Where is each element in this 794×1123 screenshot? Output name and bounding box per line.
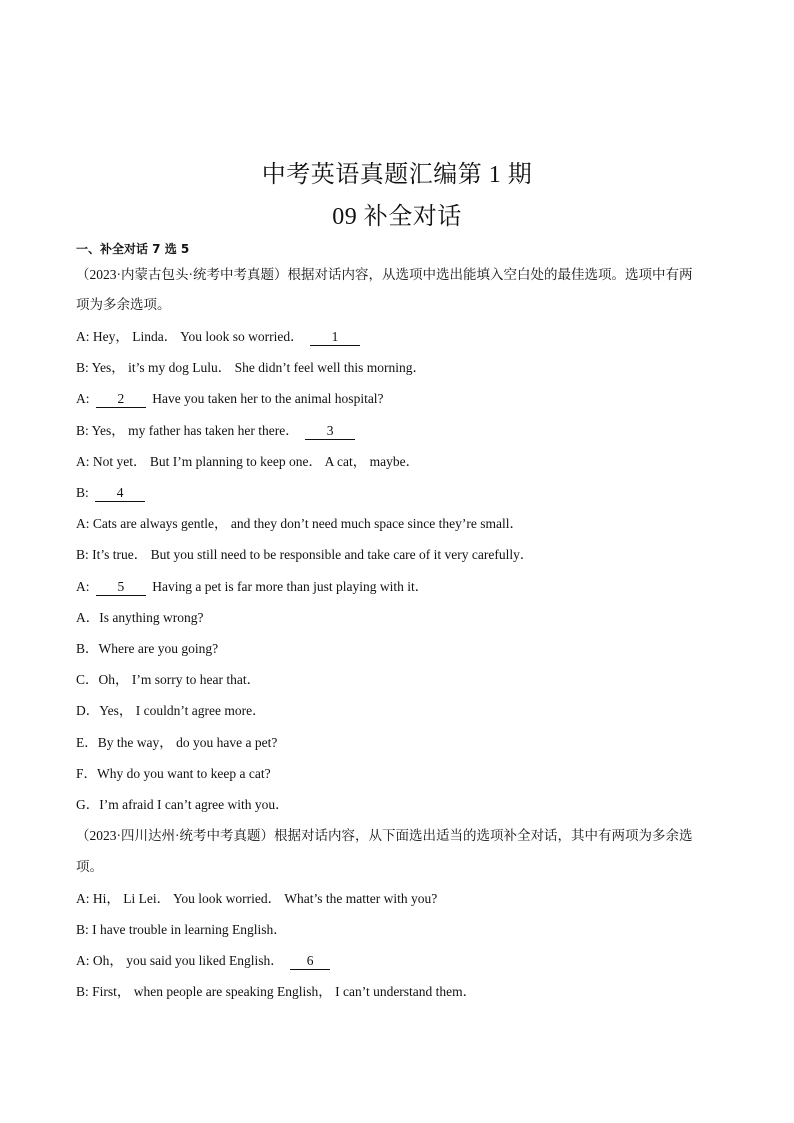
dialogue-text: A: Cats are always gentle， and they don’t need much space since they’re small． [76, 516, 523, 531]
answer-blank-2[interactable]: 2 [96, 391, 146, 408]
speaker-label: A: [76, 391, 90, 406]
dialogue-line [76, 951, 720, 971]
dialogue-line [76, 421, 720, 441]
question-1-intro-line-1: （2023·内蒙古包头·统考中考真题）根据对话内容，从选项中选出能填入空白处的最佳选项。选项中有两 [76, 267, 693, 282]
dialogue-text: B: First， when people are speaking English， I can’t understand them． [76, 984, 477, 999]
dialogue-line [76, 452, 720, 472]
dialogue-text: Having a pet is far more than just playing with it． [152, 579, 429, 594]
question-2-intro-line-2: 项。 [76, 859, 103, 874]
answer-blank-6[interactable]: 6 [290, 953, 330, 970]
dialogue-text: B: It’s true． But you still need to be responsible and take care of it very carefully． [76, 547, 534, 562]
question-2-intro-line-1: （2023·四川达州·统考中考真题）根据对话内容，从下面选出适当的选项补全对话，其中有两项为多余选 [76, 828, 693, 843]
option-c: C．Oh， I’m sorry to hear that． [76, 672, 261, 687]
speaker-label: B: [76, 485, 89, 500]
option-b: B．Where are you going? [76, 641, 219, 656]
dialogue-line [76, 483, 720, 503]
speaker-label: A: [76, 579, 90, 594]
dialogue-text: A: Oh， you said you liked English． [76, 953, 284, 968]
dialogue-line [76, 358, 720, 378]
dialogue-text: A: Hi， Li Lei． You look worried． What’s the matter with you? [76, 891, 438, 906]
dialogue-line [76, 577, 720, 597]
dialogue-line [76, 920, 720, 940]
dialogue-text: B: Yes， it’s my dog Lulu． She didn’t feel well this morning． [76, 360, 427, 375]
option-e: E．By the way， do you have a pet? [76, 735, 278, 750]
dialogue-line [76, 889, 720, 909]
answer-blank-1[interactable]: 1 [310, 329, 360, 346]
answer-blank-4[interactable]: 4 [95, 485, 145, 502]
document-subtitle: 09 补全对话 [332, 204, 462, 230]
answer-blank-3[interactable]: 3 [305, 423, 355, 440]
dialogue-line [76, 514, 720, 534]
document-title: 中考英语真题汇编第 1 期 [261, 162, 533, 188]
option-f: F．Why do you want to keep a cat? [76, 766, 271, 781]
section-heading: 一、补全对话 7 选 5 [76, 242, 190, 256]
dialogue-text: B: Yes， my father has taken her there． [76, 423, 299, 438]
dialogue-line [76, 327, 720, 347]
dialogue-text: Have you taken her to the animal hospital? [152, 391, 384, 406]
dialogue-text: A: Hey， Linda． You look so worried． [76, 329, 304, 344]
option-d: D．Yes， I couldn’t agree more． [76, 703, 266, 718]
dialogue-text: A: Not yet． But I’m planning to keep one． A cat， maybe． [76, 454, 420, 469]
dialogue-line [76, 545, 720, 565]
answer-blank-5[interactable]: 5 [96, 579, 146, 596]
option-a: A．Is anything wrong? [76, 610, 204, 625]
option-g: G．I’m afraid I can’t agree with you． [76, 797, 289, 812]
dialogue-text: B: I have trouble in learning English． [76, 922, 287, 937]
dialogue-line [76, 389, 720, 409]
question-1-intro-line-2: 项为多余选项。 [76, 297, 171, 312]
dialogue-line [76, 982, 720, 1002]
